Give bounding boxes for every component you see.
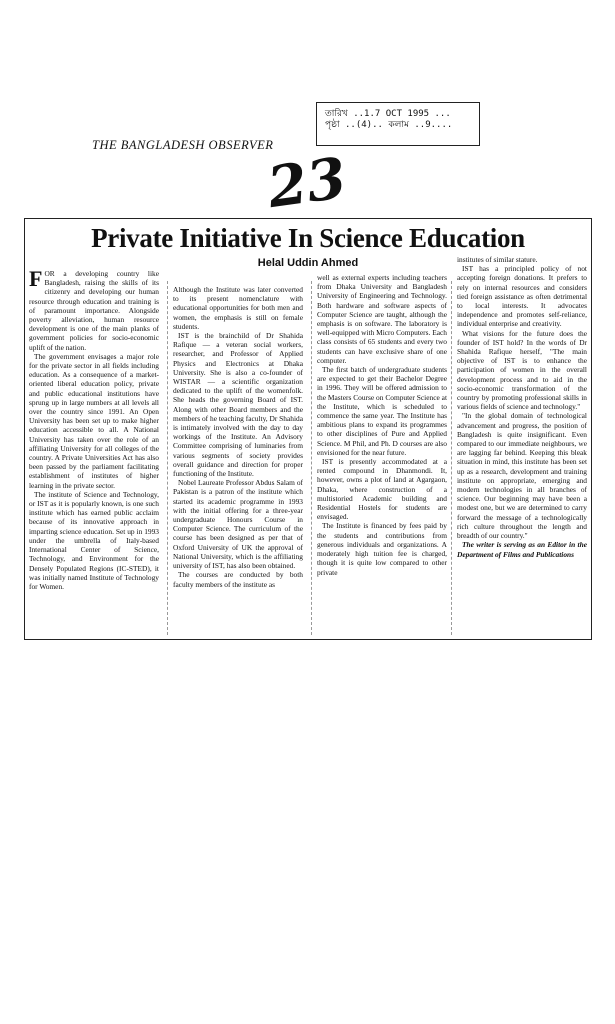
stamp-date-line: তারিখ ..1.7 OCT 1995 ... bbox=[325, 109, 451, 119]
paragraph: The government envisages a major role for the private sector in all fields including education. As a consequence of a market-oriented liberal education policy, private and public educational institutions have sprung up in large numbers at all levels all over the country since 1991. An Open University has been set up to make higher education accessible to all. A National University has taken over the role of an affiliating University for all colleges of the country. A Private Universities Act has also been passed by the parliament facilitating establishment of institutes of higher learning in the private sector. bbox=[29, 351, 159, 490]
paragraph: What visions for the future does the founder of IST hold? In the words of Dr Shahida Rafique herself, "The main objective of IST is to enhance the participation of women in the overall development process and to aid in the socio-economic transformation of the country by promoting professional skills in various fields of science and technology." bbox=[457, 328, 587, 412]
handwritten-page-number: 23 bbox=[263, 144, 351, 222]
column-divider bbox=[311, 281, 312, 635]
paragraph: "In the global domain of technological advancement and progress, the position of Bangladesh is quite insignificant. Even compared to our immediate neighbours, we are lagging far behind. Keeping this bleak situation in mind, this institute has been set up as a research, development and training institute on appropriate, emerging and modern technologies in all branches of science. Our beginning may have been a modest one, but we are determined to carry forward the message of a technologically rich culture throughout the length and breadth of our country." bbox=[457, 411, 587, 541]
paragraph: Nobel Laureate Professor Abdus Salam of Pakistan is a patron of the institute which started its academic programme in 1993 with the initial offering for a three-year undergraduate Honours Course in Computer Science. The curriculum of the course has been designed as per that of Oxford University of UK the approval of National University, which is the affiliating university of IST, has also been obtained. bbox=[173, 478, 303, 571]
article-column-3 bbox=[317, 273, 447, 577]
article-byline: Helal Uddin Ahmed bbox=[257, 257, 359, 269]
newspaper-masthead: THE BANGLADESH OBSERVER bbox=[92, 138, 274, 152]
paragraph: IST is presently accommodated at a rented compound in Dhanmondi. It, however, owns a plot of land at Agargaon, Dhaka, where construction of a multistoried Academic building and Residential Hostels for students are envisaged. bbox=[317, 457, 447, 522]
stamp-page-line: পৃষ্ঠা ..(4).. কলাম ..9.... bbox=[325, 119, 453, 130]
paragraph: FOR a developing country like Bangladesh, raising the skills of its citizenry and developing our human resource through education and training is of paramount importance. Alongside poverty alleviation, human resource development is one of the main planks of government policies for socio-economic uplift of the nation. bbox=[29, 266, 159, 352]
article-headline: Private Initiative In Science Education bbox=[91, 223, 525, 253]
article-column-4 bbox=[457, 255, 587, 559]
article-column-1 bbox=[29, 266, 159, 591]
paragraph: The first batch of undergraduate students are expected to get their Bachelor Degree in 1996. They will be offered admission to the Masters Course on Computer Science at the Institute, which is scheduled to commence the same year. The Institute has ambitious plans to expand its programmes to other disciplines of Pure and Applied Science. M Phil, and Ph. D courses are also envisioned for the near future. bbox=[317, 365, 447, 457]
column-divider bbox=[451, 281, 452, 635]
paragraph: IST has a principled policy of not accepting foreign donations. It prefers to rely on internal resources and considers tied foreign assistance as often detrimental to local interests. It advocates independence and promotes self-reliance, individual enterprise and creativity. bbox=[457, 264, 587, 329]
paragraph: The institute of Science and Technology, or IST as it is popularly known, is one such institute which has earned public acclaim because of its innovative approach in imparting science education. Set up in 1993 under the umbrella of Italy-based International Center of Science, Technology, and Environment for the Densely Populated Regions (IC-STED), it was initially named Institute of Technology for Women. bbox=[29, 489, 159, 591]
archive-date-stamp bbox=[316, 102, 480, 146]
paragraph: The courses are conducted by both faculty members of the institute as bbox=[173, 570, 303, 589]
paragraph: The Institute is financed by fees paid by the students and contributions from generous individuals and organizations. A moderately high tuition fee is charged, though it is quite low compared to other private bbox=[317, 521, 447, 577]
article-clipping bbox=[24, 218, 592, 640]
column-divider bbox=[167, 281, 168, 635]
paragraph: IST is the brainchild of Dr Shahida Rafique — a veteran social workers, researcher, and Professor of Applied Physics and Electronics at Dhaka University. She is also a co-founder of WISTAR — a scientific organization dedicated to the uplift of the womenfolk. She heads the governing Board of IST. Along with other Board members and the members of he teaching faculty, Dr Shahida is intimately involved with the day to day workings of the Institute. An Advisory Committee comprising of luminaries from various segments of society provides overall guidance and direction for proper functioning of the Institute. bbox=[173, 331, 303, 479]
paragraph: Although the Institute was later converted to its present nomenclature with educational opportunities for both men and women, the emphasis is still on female students. bbox=[173, 285, 303, 331]
article-body bbox=[29, 255, 587, 635]
author-note: The writer is serving as an Editor in the Department of Films and Publications bbox=[457, 540, 587, 559]
paragraph: well as external experts including teachers from Dhaka University and Bangladesh University of Engineering and Technology. Both hardware and software aspects of Computer Science are taught, although the emphasis is on software. The laboratory is well-equipped with Micro Computers. Each class consists of 65 students and every two students can have exclusive share of one computer. bbox=[317, 273, 447, 365]
article-column-2 bbox=[173, 285, 303, 589]
drop-cap: F bbox=[29, 266, 43, 291]
paragraph: institutes of similar stature. bbox=[457, 255, 538, 264]
